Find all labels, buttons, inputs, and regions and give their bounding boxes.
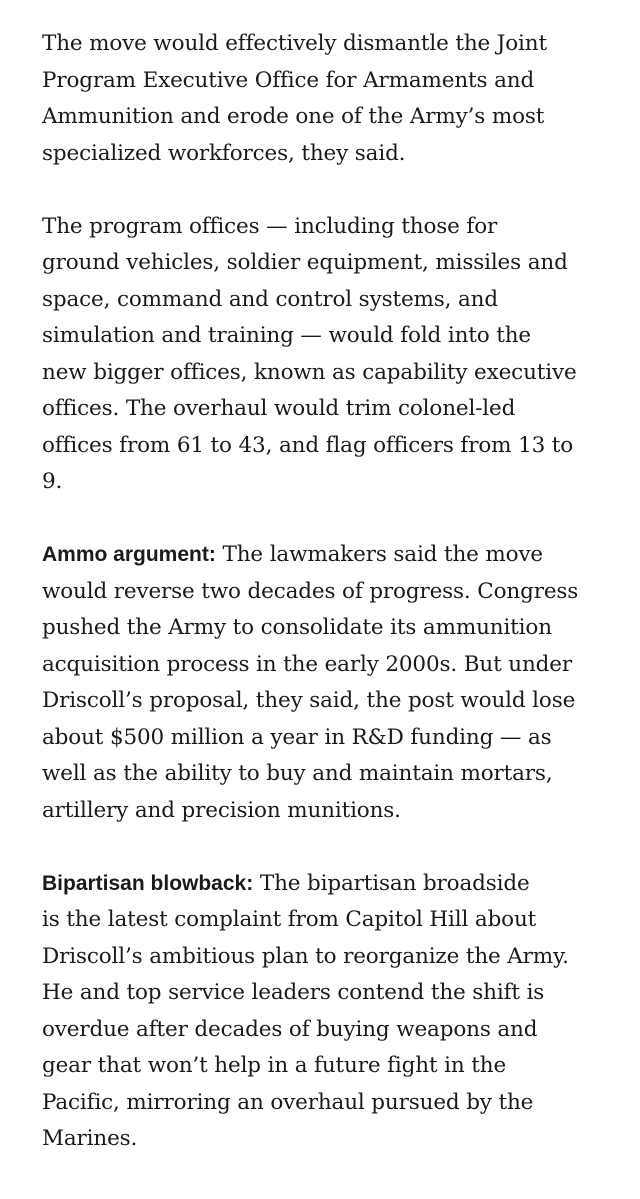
paragraph-ammo-argument: [42, 537, 602, 829]
text-line: offices. The overhaul would trim colonel-led: [42, 396, 516, 421]
text-line: Marines.: [42, 1126, 138, 1151]
text-line: He and top service leaders contend the shift is: [42, 980, 545, 1005]
text-line: offices from 61 to 43, and flag officers from 13 to: [42, 432, 574, 458]
text-segment: The bipartisan broadside: [253, 870, 530, 896]
text-line: [42, 866, 602, 903]
text-line: acquisition process in the early 2000s. But under: [42, 651, 572, 677]
ammo-argument-heading: Ammo argument:: [42, 543, 216, 566]
text-line: artillery and precision munitions.: [42, 797, 401, 823]
text-line: simulation and training — would fold into the: [42, 323, 531, 348]
text-line: Driscoll’s ambitious plan to reorganize the Army.: [42, 943, 569, 969]
text-line: Driscoll’s proposal, they said, the post would lose: [42, 688, 576, 713]
text-line: ground vehicles, soldier equipment, missiles and: [42, 250, 568, 275]
paragraph-bipartisan-blowback: [42, 866, 602, 1158]
text-line: specialized workforces, they said.: [42, 140, 406, 166]
text-line: [42, 537, 602, 574]
text-line: Ammunition and erode one of the Army’s most: [42, 104, 545, 129]
text-line: new bigger offices, known as capability executive: [42, 359, 577, 385]
paragraph-jpeo-dismantle: [42, 26, 602, 172]
text-line: The move would effectively dismantle the Joint: [42, 31, 547, 56]
text-line: about $500 million a year in R&D funding — as: [42, 724, 552, 750]
text-line: space, command and control systems, and: [42, 286, 498, 312]
text-line: gear that won’t help in a future fight in the: [42, 1053, 507, 1078]
text-segment: The lawmakers said the move: [215, 542, 544, 567]
text-line: Program Executive Office for Armaments and: [42, 67, 535, 93]
paragraph-program-offices: [42, 209, 602, 501]
text-line: overdue after decades of buying weapons and: [42, 1016, 538, 1042]
text-line: 9.: [42, 469, 63, 494]
bipartisan-blowback-heading: Bipartisan blowback:: [42, 871, 254, 895]
text-line: The program offices — including those for: [42, 213, 498, 239]
article-body: [42, 26, 602, 1194]
text-line: Pacific, mirroring an overhaul pursued by the: [42, 1089, 534, 1115]
text-line: well as the ability to buy and maintain mortars,: [42, 761, 553, 786]
text-line: pushed the Army to consolidate its ammunition: [42, 615, 552, 640]
text-line: would reverse two decades of progress. Congress: [42, 578, 579, 604]
text-line: is the latest complaint from Capitol Hill about: [42, 907, 537, 932]
